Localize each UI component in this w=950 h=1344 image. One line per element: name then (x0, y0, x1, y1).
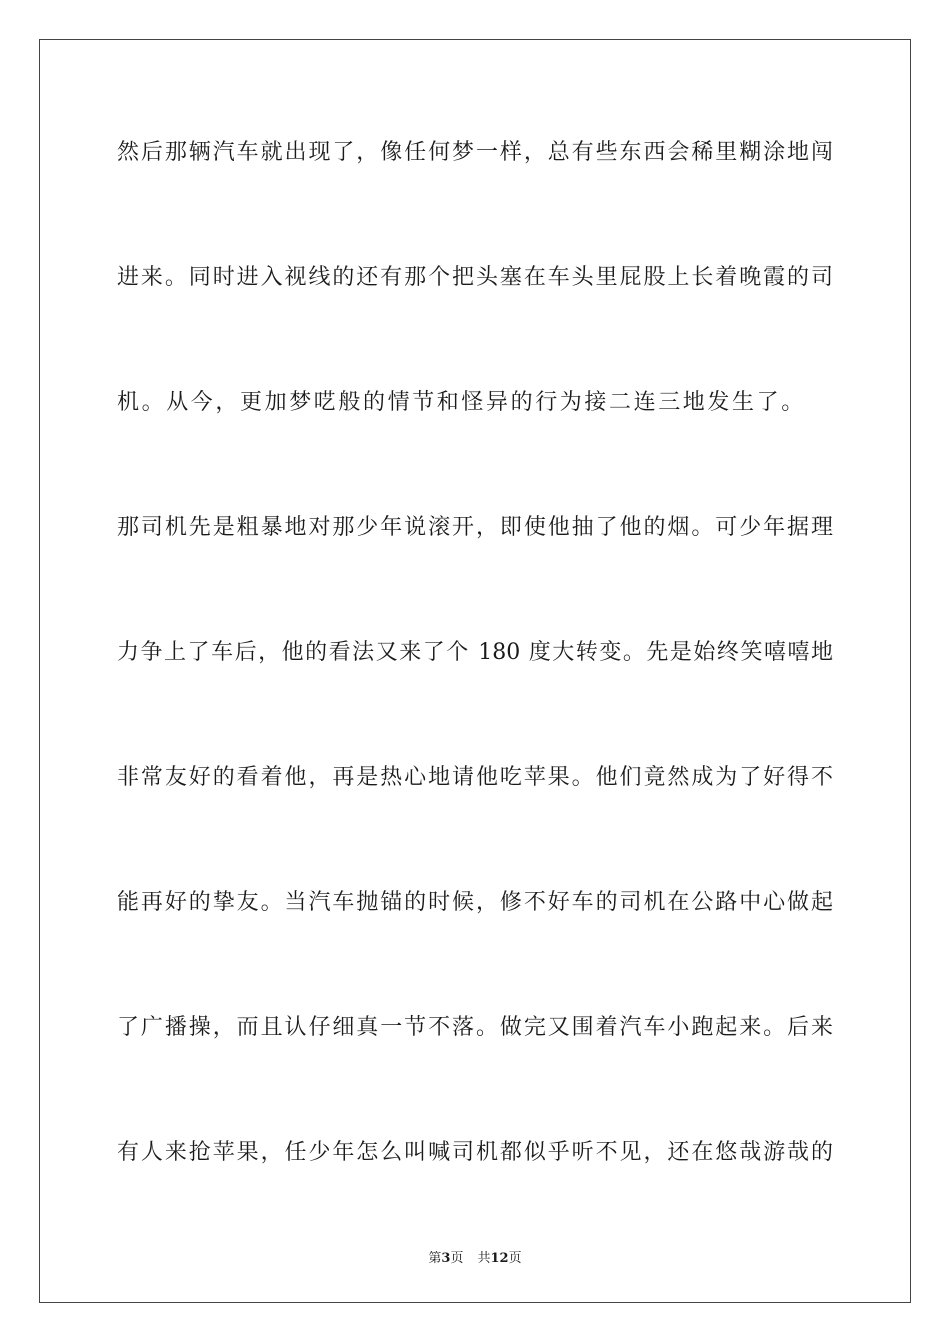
total-prefix: 共 (477, 1251, 491, 1266)
text-line-2: 进来。同时进入视线的还有那个把头塞在车头里屁股上长着晚霞的司 (117, 265, 833, 290)
text-line-7: 能再好的挚友。当汽车抛锚的时候，修不好车的司机在公路中心做起 (117, 890, 833, 915)
body-text (117, 131, 837, 1256)
text-line-3: 机。从今，更加梦呓般的情节和怪异的行为接二连三地发生了。 (117, 390, 806, 415)
page-prefix: 第 (428, 1251, 442, 1266)
text-line-4: 那司机先是粗暴地对那少年说滚开，即使他抽了他的烟。可少年据理 (117, 515, 833, 540)
text-line-1: 然后那辆汽车就出现了，像任何梦一样，总有些东西会稀里糊涂地闯 (117, 140, 833, 165)
text-line-9: 有人来抢苹果，任少年怎么叫喊司机都似乎听不见，还在悠哉游哉的 (117, 1140, 833, 1165)
page-footer (0, 1247, 950, 1266)
total-suffix: 页 (508, 1251, 522, 1266)
text-line-6: 非常友好的看着他，再是热心地请他吃苹果。他们竟然成为了好得不 (117, 765, 833, 790)
page-current: 3 (441, 1251, 451, 1266)
text-line-5: 力争上了车后，他的看法又来了个 180 度大转变。先是始终笑嘻嘻地 (117, 640, 833, 665)
page-total: 12 (490, 1251, 509, 1266)
page-suffix: 页 (450, 1251, 464, 1266)
text-line-8: 了广播操，而且认仔细真一节不落。做完又围着汽车小跑起来。后来 (117, 1015, 833, 1040)
